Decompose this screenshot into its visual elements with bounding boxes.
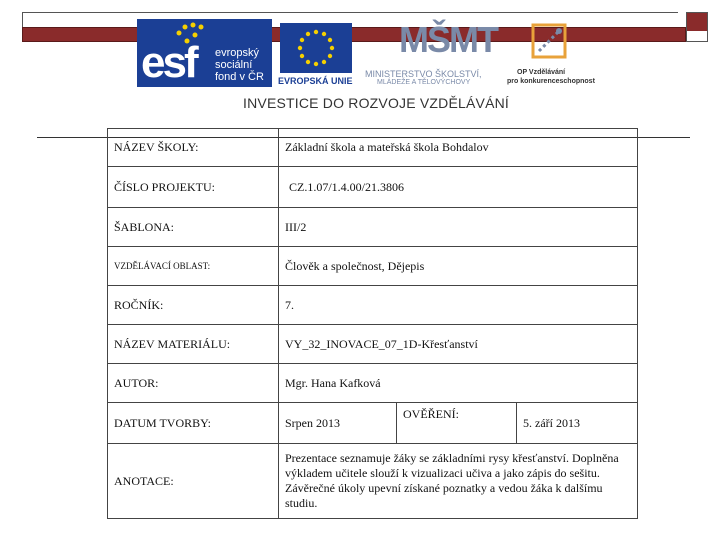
- table-row: [108, 444, 638, 519]
- verified-value: 5. září 2013: [517, 403, 638, 444]
- msmt-logo: MŠMT: [399, 19, 497, 60]
- annotation-label: ANOTACE:: [108, 444, 279, 519]
- op-line-1: OP Vzdělávání: [517, 69, 566, 76]
- esf-line-3: fond v ČR: [215, 71, 264, 83]
- template-value: III/2: [279, 208, 638, 247]
- esf-line-1: evropský: [215, 47, 260, 59]
- eu-label: EVROPSKÁ UNIE: [278, 76, 353, 86]
- slogan: INVESTICE DO ROZVOJE VZDĚLÁVÁNÍ: [243, 95, 510, 111]
- project-label: ČÍSLO PROJEKTU:: [108, 167, 279, 208]
- esf-logo: [137, 19, 272, 87]
- author-value: Mgr. Hana Kafková: [279, 364, 638, 403]
- area-value: Člověk a společnost, Dějepis: [279, 247, 638, 286]
- corner-block: [686, 12, 708, 32]
- template-label: ŠABLONA:: [108, 208, 279, 247]
- verified-label: OVĚŘENÍ:: [397, 403, 517, 444]
- date-value: Srpen 2013: [279, 403, 397, 444]
- table-row: [108, 247, 638, 286]
- msmt-line-1: MINISTERSTVO ŠKOLSTVÍ,: [365, 69, 482, 79]
- project-value: CZ.1.07/1.4.00/21.3806: [279, 167, 638, 208]
- date-label: DATUM TVORBY:: [108, 403, 279, 444]
- esf-line-2: sociální: [215, 59, 253, 71]
- table-row: [108, 403, 638, 444]
- table-row: [108, 167, 638, 208]
- table-row: [108, 364, 638, 403]
- table-row: [108, 129, 638, 167]
- table-row: [108, 286, 638, 325]
- material-value: VY_32_INOVACE_07_1D-Křesťanství: [279, 325, 638, 364]
- msmt-line-2: MLÁDEŽE A TĚLOVÝCHOVY: [377, 79, 471, 86]
- op-line-2: pro konkurenceschopnost: [507, 78, 595, 85]
- author-label: AUTOR:: [108, 364, 279, 403]
- area-label: VZDĚLÁVACÍ OBLAST:: [108, 247, 279, 286]
- grade-label: ROČNÍK:: [108, 286, 279, 325]
- logo-strip: [137, 19, 595, 89]
- material-label: NÁZEV MATERIÁLU:: [108, 325, 279, 364]
- esf-caption: [215, 47, 264, 83]
- table-row: [108, 325, 638, 364]
- school-value: Základní škola a mateřská škola Bohdalov: [279, 129, 638, 167]
- esf-mark: esf: [141, 38, 196, 87]
- eu-flag-icon: [280, 23, 352, 73]
- annotation-value: Prezentace seznamuje žáky se základními rysy křesťanství. Doplněna výkladem učitele slouží k vizualizaci učiva a jako zápis do sešitu. Závěrečné úkoly upevní získané poznatky a vedou žáka k dalšímu studiu.: [279, 444, 638, 519]
- project-info-table: [107, 128, 638, 519]
- school-label: NÁZEV ŠKOLY:: [108, 129, 279, 167]
- grade-value: 7.: [279, 286, 638, 325]
- op-logo-icon: [525, 21, 573, 65]
- table-row: [108, 208, 638, 247]
- corner-block-lower: [686, 31, 708, 42]
